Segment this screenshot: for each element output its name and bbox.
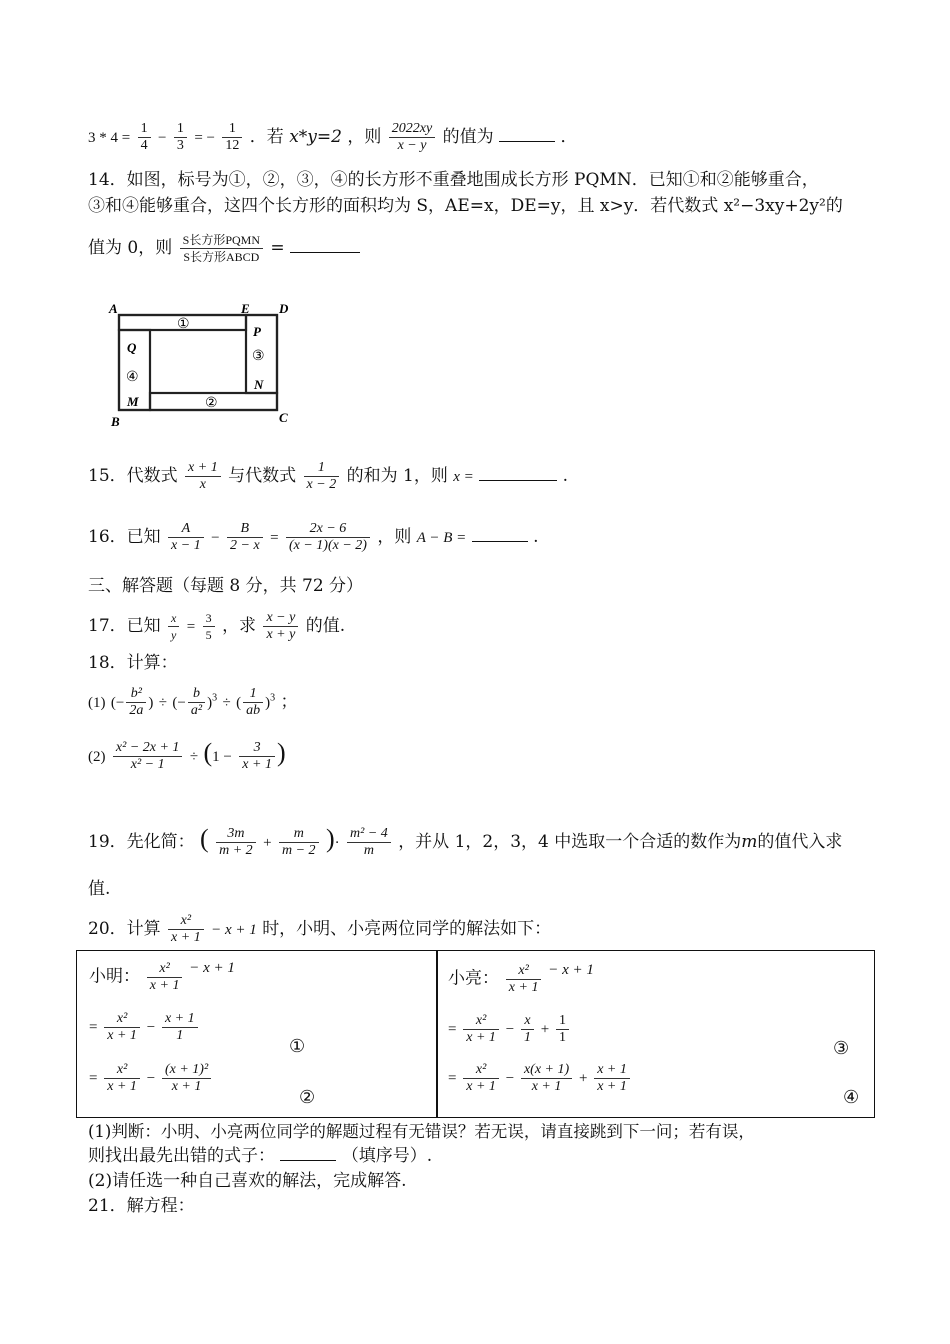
q16-frac-2: $\frac{B}{2 - x}$: [227, 521, 263, 554]
q18-p2-frac-1: $\frac{\text{x² − 2x + 1}}{\text{x² − 1}}$: [113, 740, 183, 773]
q18-title: 18．计算：: [88, 653, 178, 673]
q17-line: 17．已知 $\frac{x}{y}$ = $\frac{3}{5}$ ，求 $\frac{x - y}{x + y}$ 的值.: [88, 610, 346, 642]
q15-answer-blank[interactable]: [479, 464, 557, 481]
q17-frac-1: $\frac{x}{y}$: [168, 610, 179, 643]
q13-frac-2: $\frac{1}{3}$: [174, 121, 187, 154]
q15-frac-1: $\frac{x + 1}{x}$: [185, 460, 221, 493]
q19-line-1: 19．先化简： ( $\frac{3m}{m + 2}$ + $\frac{m}{m - 2}$ )· $\frac{\text{m² − 4}}{m}$ ，并从 1，2，3，4 中选取一个合适的数作为m的值代入求: [88, 824, 843, 858]
q13-frac-3: $\frac{1}{12}$: [222, 121, 242, 154]
label-A: A: [109, 301, 118, 316]
q17-frac-2: $\frac{3}{5}$: [203, 610, 215, 643]
rectangle-figure: [105, 298, 305, 432]
q19-frac-1: $\frac{3m}{m + 2}$: [216, 826, 256, 859]
q14-area-ratio: $\frac{\text{S长方形PQMN}}{\text{S长方形ABCD}}$: [180, 232, 263, 265]
label-Q: Q: [127, 340, 137, 355]
q16-line: 16．已知 $\frac{A}{x - 1}$ − $\frac{B}{2 - x}$ = $\frac{2x - 6}{(x - 1)(x - 2)}$ ，则 A − B = .: [88, 521, 539, 553]
label-E: E: [241, 301, 250, 316]
solutions-table: [76, 950, 875, 1118]
label-B: B: [111, 414, 120, 429]
label-C: C: [279, 410, 288, 425]
step-marker-1: ①: [289, 1036, 306, 1057]
q18-part-1: (1) (− $\frac{\text{b²}}{2a}$ ) ÷ (− $\frac{b}{\text{a²}}$ )$^3$ ÷ ( $\frac{1}{ab}$ )$^3$ ；: [88, 686, 298, 718]
step-marker-2: ②: [299, 1087, 316, 1108]
q14-line-3: 值为 0，则 $\frac{\text{S长方形PQMN}}{\text{S长方形ABCD}}$ =: [88, 232, 360, 265]
q20-frac: $\frac{\text{x²}}{x + 1}$: [168, 913, 204, 946]
label-rect-4: ④: [126, 370, 139, 385]
q16-frac-3: $\frac{2x - 6}{(x - 1)(x - 2)}$: [286, 521, 370, 554]
q14-answer-blank[interactable]: [290, 236, 360, 253]
label-M: M: [127, 394, 139, 409]
label-rect-2: ②: [205, 396, 218, 411]
xiaoliang-step-2: = $\frac{\text{x²}}{x + 1}$ − $\frac{x(x + 1)}{x + 1}$ + $\frac{x + 1}{x + 1}$: [448, 1062, 632, 1095]
q15-line: 15．代数式 $\frac{x + 1}{x}$ 与代数式 $\frac{1}{x - 2}$ 的和为 1，则 x = .: [88, 460, 568, 492]
q18-p1-frac-2: $\frac{b}{\text{a²}}$: [188, 686, 205, 719]
q18-p1-frac-3: $\frac{1}{ab}$: [243, 686, 263, 719]
q13-frac-main: $\frac{2022xy}{x - y}$: [389, 121, 435, 154]
q13-line: 3 * 4 = $\frac{1}{4}$ − $\frac{1}{3}$ = − $\frac{1}{12}$ ．若 x*y=2 ，则 $\frac{2022xy}{x - y}$ 的值为 ．: [88, 121, 578, 153]
label-P: P: [253, 324, 261, 339]
q14-line-2: ③和④能够重合，这四个长方形的面积均为 S，AE=x，DE=y，且 x>y．若代数式 x²−3xy+2y²的: [88, 196, 843, 216]
q17-frac-3: $\frac{x - y}{x + y}$: [263, 610, 298, 643]
xiaoliang-step-1: = $\frac{\text{x²}}{x + 1}$ − $\frac{x}{1}$ + $\frac{1}{1}$: [448, 1013, 571, 1046]
q19-frac-2: $\frac{m}{m - 2}$: [279, 826, 319, 859]
step-marker-3: ③: [833, 1038, 850, 1059]
label-rect-1: ①: [177, 317, 190, 332]
q13-lead: 3 * 4 =: [88, 130, 131, 146]
q14-line-1: 14．如图，标号为①，②，③，④的长方形不重叠地围成长方形 PQMN．已知①和②能够重合，: [88, 170, 819, 190]
q20-sub-1-line-2: 则找出最先出错的式子： （填序号）.: [88, 1146, 433, 1166]
table-divider: [436, 951, 438, 1117]
xiaoming-head: 小明： $\frac{\text{x²}}{x + 1}$ − x + 1: [89, 959, 235, 993]
q18-p1-frac-1: $\frac{\text{b²}}{2a}$: [126, 686, 146, 719]
label-N: N: [254, 377, 264, 392]
q13-frac-1: $\frac{1}{4}$: [138, 121, 151, 154]
q13-condition: x*y=2: [289, 127, 342, 147]
label-D: D: [279, 301, 289, 316]
q19-line-2: 值.: [88, 879, 111, 899]
section-3-heading: 三、解答题（每题 8 分，共 72 分）: [88, 576, 364, 596]
q20-answer-blank[interactable]: [280, 1144, 336, 1161]
step-marker-4: ④: [843, 1087, 860, 1108]
q21-heading: 21．解方程：: [88, 1196, 195, 1216]
xiaoliang-head: 小亮： $\frac{\text{x²}}{x + 1}$ − x + 1: [448, 961, 594, 995]
q13-answer-blank[interactable]: [499, 125, 555, 142]
q20-line: 20．计算 $\frac{\text{x²}}{x + 1}$ − x + 1 时，小明、小亮两位同学的解法如下：: [88, 913, 552, 945]
q16-answer-blank[interactable]: [472, 525, 528, 542]
q18-part-2: (2) $\frac{\text{x² − 2x + 1}}{\text{x² − 1}}$ ÷ (1 − $\frac{3}{x + 1}$ ): [88, 738, 286, 772]
q18-p2-frac-2: $\frac{3}{x + 1}$: [239, 740, 275, 773]
label-rect-3: ③: [252, 349, 265, 364]
q20-sub-1-line-1: (1)判断：小明、小亮两位同学的解题过程有无错误？若无误，请直接跳到下一问；若有误，: [88, 1122, 755, 1141]
q20-sub-2: (2)请任选一种自己喜欢的解法，完成解答.: [88, 1171, 407, 1191]
xiaoming-step-1: = $\frac{\text{x²}}{x + 1}$ − $\frac{x + 1}{1}$: [89, 1011, 200, 1044]
xiaoming-step-2: = $\frac{\text{x²}}{x + 1}$ − $\frac{\text{(x + 1)²}}{x + 1}$: [89, 1062, 213, 1095]
q19-frac-3: $\frac{\text{m² − 4}}{m}$: [347, 826, 391, 859]
q16-frac-1: $\frac{A}{x - 1}$: [168, 521, 204, 554]
q15-frac-2: $\frac{1}{x - 2}$: [304, 460, 340, 493]
